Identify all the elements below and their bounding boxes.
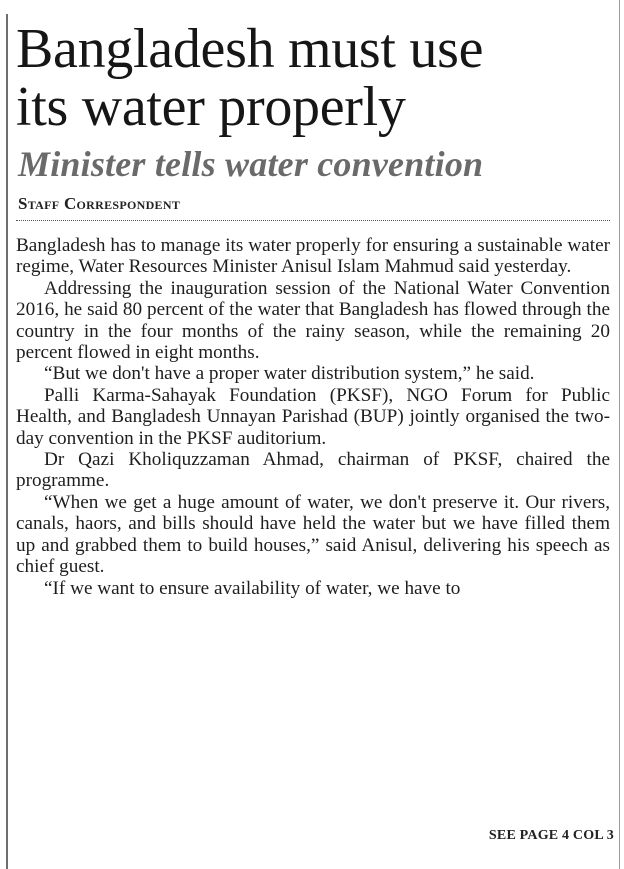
left-column-rule (6, 14, 8, 869)
headline-line-2: its water properly (16, 76, 406, 138)
headline-line-1: Bangladesh must use (16, 18, 484, 80)
paragraph-1: Bangladesh has to manage its water properly for ensuring a sustainable water regime, Water Resources Minister Anisul Islam Mahmud said yesterday. (16, 235, 610, 278)
article (16, 0, 610, 599)
paragraph-6: “When we get a huge amount of water, we don't preserve it. Our rivers, canals, haors, and bills should have held the water but we have filled them up and grabbed them to build houses,” said Anisul, delivering his speech as chief guest. (16, 491, 610, 578)
byline-divider (16, 220, 610, 221)
continued-on-page-line: SEE PAGE 4 COL 3 (488, 828, 614, 843)
paragraph-3: “But we don't have a proper water distribution system,” he said. (44, 363, 535, 385)
subheadline: Minister tells water convention (18, 144, 484, 184)
paragraph-5: Dr Qazi Kholiquzzaman Ahmad, chairman of PKSF, chaired the programme. (16, 449, 610, 492)
paragraph-7: “If we want to ensure availability of water, we have to (44, 577, 461, 599)
paragraph-2: Addressing the inauguration session of the National Water Convention 2016, he said 80 percent of the water that Bangladesh has flowed through the country in the four months of the rainy season, while the remaining 20 percent flowed in eight months. (16, 277, 610, 364)
right-column-rule (619, 0, 620, 869)
article-body (16, 235, 610, 599)
headline (16, 0, 610, 136)
byline: Staff Correspondent (18, 194, 181, 213)
paragraph-4: Palli Karma-Sahayak Foundation (PKSF), NGO Forum for Public Health, and Bangladesh Unnayan Parishad (BUP) jointly organised the two-day convention in the PKSF auditorium. (16, 384, 610, 449)
